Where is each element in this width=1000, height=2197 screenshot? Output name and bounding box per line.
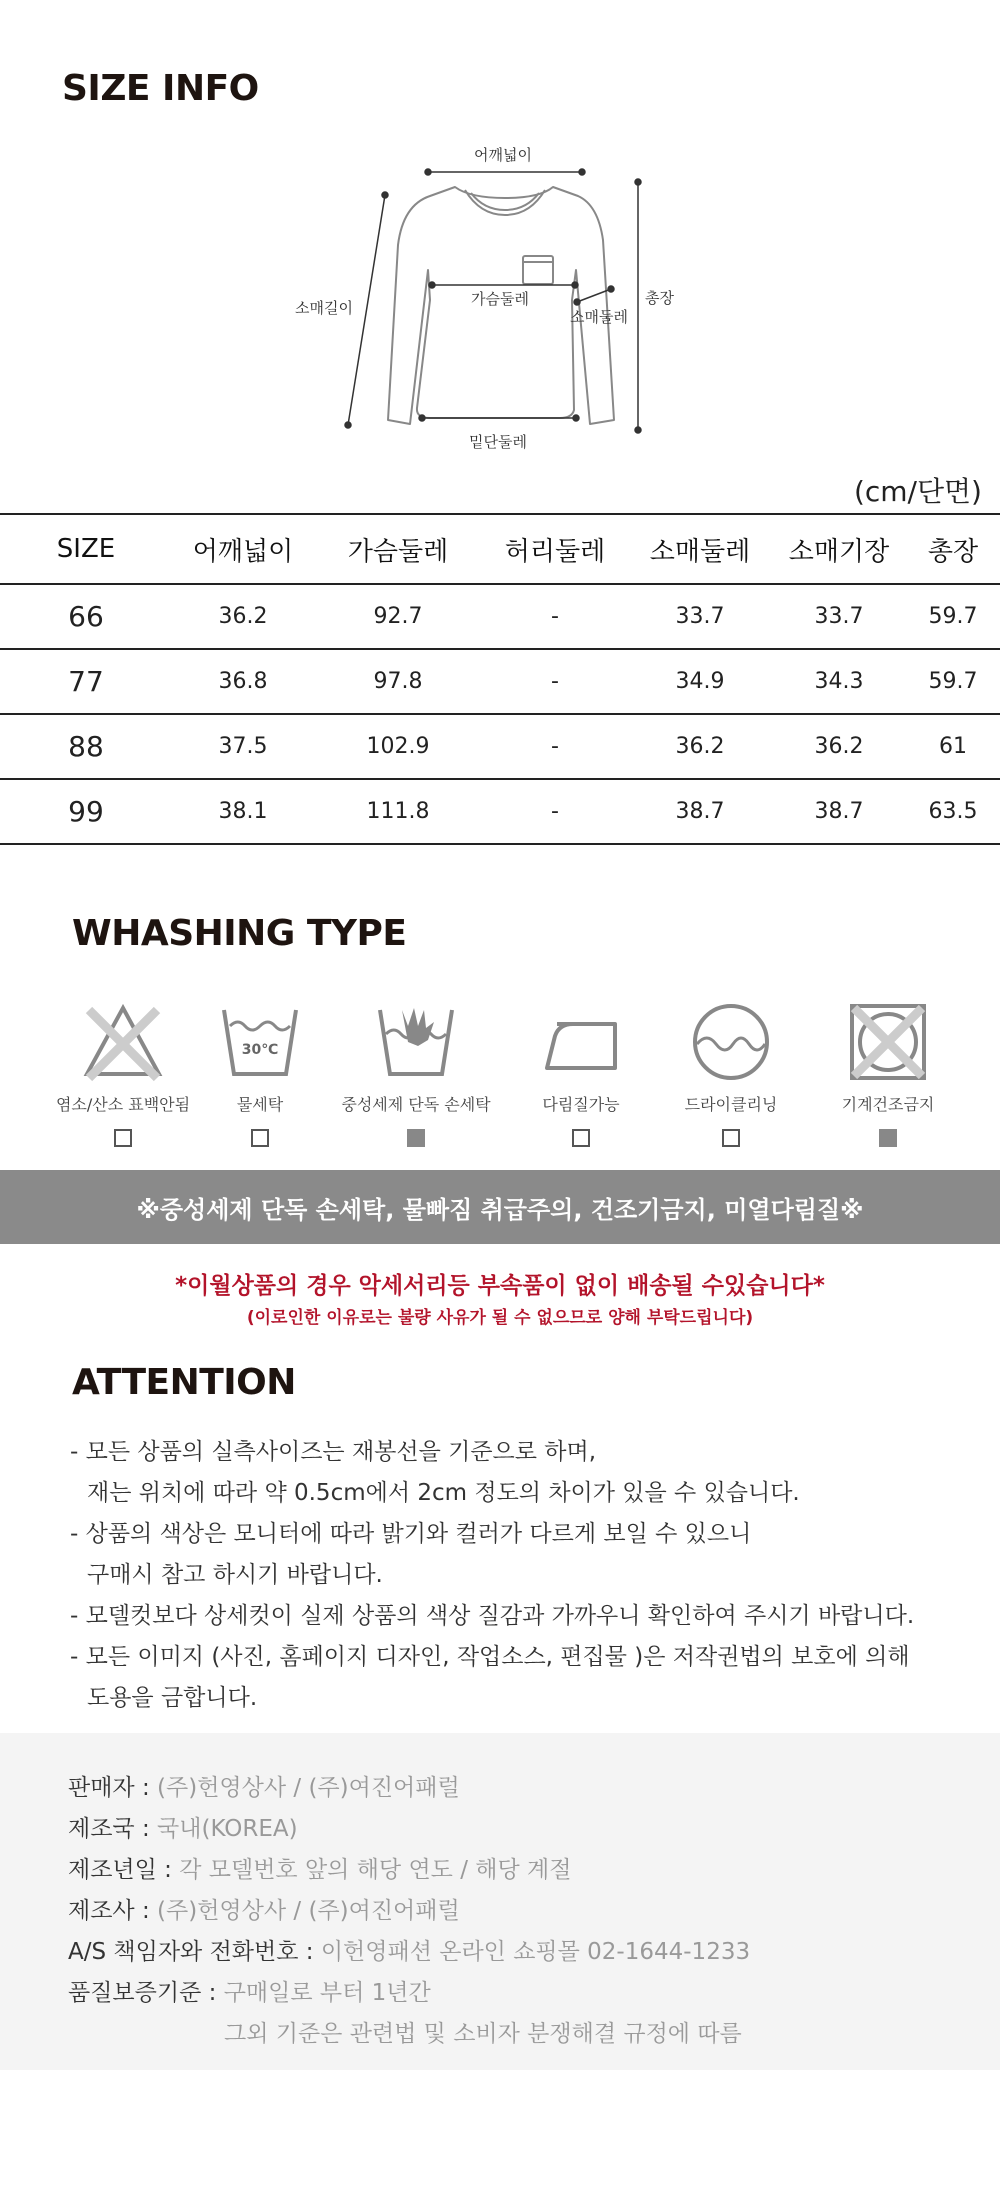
carryover-notice: *이월상품의 경우 악세서리등 부속품이 없이 배송될 수있습니다*: [175, 1273, 825, 1299]
info-row: [68, 1974, 431, 2007]
size-info-title: SIZE INFO: [62, 68, 259, 109]
table-row: [0, 584, 1000, 649]
info-extra: 그외 기준은 관련법 및 소비자 분쟁해결 규정에 따름: [224, 2021, 742, 2047]
table-cell: 59.7: [928, 669, 978, 694]
table-row: [0, 649, 1000, 714]
table-row: [0, 714, 1000, 779]
size-cell: 77: [68, 665, 104, 698]
list-item: [70, 1596, 970, 1637]
info-row: [68, 1933, 750, 1966]
wash-checkbox: [722, 1129, 740, 1147]
size-cell: 88: [68, 730, 104, 763]
info-row: [68, 1769, 460, 1802]
info-label: 품질보증기준 :: [68, 1980, 224, 2006]
column-header: 가슴둘레: [347, 536, 449, 567]
info-label: 판매자 :: [68, 1775, 158, 1801]
washing-banner: ※중성세제 단독 손세탁, 물빠짐 취급주의, 건조기금지, 미열다림질※: [0, 1170, 1000, 1244]
attention-line: - 모든 상품의 실측사이즈는 재봉선을 기준으로 하며,: [70, 1439, 597, 1465]
wash-item: [496, 1000, 666, 1147]
wash-label: 중성세제 단독 손세탁: [341, 1095, 491, 1114]
wash-label: 염소/산소 표백안됨: [55, 1095, 191, 1114]
size-cell: 66: [68, 600, 104, 633]
info-row: [68, 1892, 460, 1925]
info-value: (주)헌영상사 / (주)여진어패럴: [157, 1775, 460, 1801]
table-cell: -: [551, 734, 559, 759]
attention-line: 구매시 참고 하시기 바랍니다.: [87, 1562, 383, 1588]
table-cell: 36.2: [675, 734, 725, 759]
table-cell: 97.8: [373, 669, 423, 694]
list-item: [70, 1637, 970, 1719]
info-row: [68, 1810, 298, 1843]
sleeve-length-label: 소매길이: [295, 299, 353, 317]
column-header: 어깨넓이: [192, 536, 294, 567]
wash-checkbox: [251, 1129, 269, 1147]
info-label: 제조년일 :: [68, 1857, 180, 1883]
info-value: 이헌영패션 온라인 쇼핑몰 02-1644-1233: [320, 1939, 751, 1965]
column-header: 총장: [927, 536, 979, 567]
info-value: 국내(KOREA): [157, 1816, 298, 1842]
table-cell: 34.3: [814, 669, 864, 694]
shoulder-label: 어깨넓이: [474, 146, 532, 164]
table-cell: 38.7: [814, 799, 864, 824]
info-value: 구매일로 부터 1년간: [223, 1980, 431, 2006]
attention-line: 재는 위치에 따라 약 0.5cm에서 2cm 정도의 차이가 있을 수 있습니다.: [87, 1480, 800, 1506]
table-cell: 111.8: [366, 799, 430, 824]
wash-label: 다림질가능: [542, 1095, 620, 1114]
size-cell: 99: [68, 795, 104, 828]
unit-note: (cm/단면): [853, 475, 982, 508]
washing-icons: [50, 1000, 970, 1150]
chest-label: 가슴둘레: [471, 290, 529, 308]
table-cell: 63.5: [928, 799, 978, 824]
table-cell: 38.7: [675, 799, 725, 824]
table-cell: -: [551, 669, 559, 694]
wash-checkbox: [407, 1129, 425, 1147]
washing-title: WHASHING TYPE: [72, 913, 407, 954]
size-table: [0, 513, 1000, 845]
hand-wash-icon: [374, 1000, 458, 1084]
table-cell: 92.7: [373, 604, 423, 629]
info-label: 제조사 :: [68, 1898, 158, 1924]
table-cell: 33.7: [814, 604, 864, 629]
wash-checkbox: [114, 1129, 132, 1147]
wash-temp: 30℃: [241, 1042, 279, 1058]
table-cell: 36.2: [218, 604, 268, 629]
table-cell: 59.7: [928, 604, 978, 629]
info-value: (주)헌영상사 / (주)여진어패럴: [157, 1898, 460, 1924]
column-header: 소매기장: [788, 536, 890, 567]
table-cell: -: [551, 799, 559, 824]
size-table-header-row: [0, 514, 1000, 584]
table-cell: -: [551, 604, 559, 629]
dry-clean-icon: [689, 1000, 773, 1084]
wash-label: 물세탁: [236, 1095, 284, 1114]
info-row: [68, 1851, 571, 1884]
table-cell: 102.9: [366, 734, 430, 759]
product-info-panel: [0, 1733, 1000, 2070]
carryover-notice-sub: (이로인한 이유로는 불량 사유가 될 수 없으므로 양해 부탁드립니다): [246, 1308, 754, 1328]
table-cell: 37.5: [218, 734, 268, 759]
wash-item: [175, 1000, 345, 1147]
table-cell: 34.9: [675, 669, 725, 694]
list-item: [70, 1514, 970, 1596]
table-cell: 36.8: [218, 669, 268, 694]
list-item: [70, 1432, 970, 1514]
attention-title: ATTENTION: [72, 1362, 296, 1403]
wash-label: 드라이클리닝: [684, 1095, 778, 1114]
tumble-dry-prohibited-icon: [846, 1000, 930, 1084]
attention-line: - 모델컷보다 상세컷이 실제 상품의 색상 질감과 가까우니 확인하여 주시기 바랍니다.: [70, 1603, 915, 1629]
info-label: A/S 책임자와 전화번호 :: [68, 1939, 321, 1965]
table-cell: 36.2: [814, 734, 864, 759]
attention-list: [70, 1432, 970, 1719]
bleach-prohibited-icon: [81, 1000, 165, 1084]
attention-line: - 모든 이미지 (사진, 홈페이지 디자인, 작업소스, 편집물 )은 저작권법의 보호에 의해: [70, 1644, 910, 1670]
wash-checkbox: [879, 1129, 897, 1147]
table-cell: 38.1: [218, 799, 268, 824]
table-cell: 61: [939, 734, 967, 759]
iron-icon: [539, 1000, 623, 1084]
info-label: 제조국 :: [68, 1816, 158, 1842]
column-header: SIZE: [56, 534, 116, 564]
column-header: 소매둘레: [649, 536, 751, 567]
column-header: 허리둘레: [504, 536, 606, 567]
wash-label: 기계건조금지: [841, 1095, 935, 1114]
water-wash-icon: [218, 1000, 302, 1084]
hem-label: 밑단둘레: [469, 433, 527, 451]
table-cell: 33.7: [675, 604, 725, 629]
size-diagram: [280, 135, 720, 470]
total-length-label: 총장: [645, 289, 674, 307]
attention-line: - 상품의 색상은 모니터에 따라 밝기와 컬러가 다르게 보일 수 있으니: [70, 1521, 752, 1547]
attention-line: 도용을 금합니다.: [87, 1685, 258, 1711]
wash-item: [646, 1000, 816, 1147]
wash-checkbox: [572, 1129, 590, 1147]
wash-item: [803, 1000, 973, 1147]
sleeve-width-label: 소매둘레: [570, 308, 628, 326]
wash-item: [331, 1000, 501, 1147]
info-value: 각 모델번호 앞의 해당 연도 / 해당 계절: [179, 1857, 572, 1883]
table-row: [0, 779, 1000, 844]
